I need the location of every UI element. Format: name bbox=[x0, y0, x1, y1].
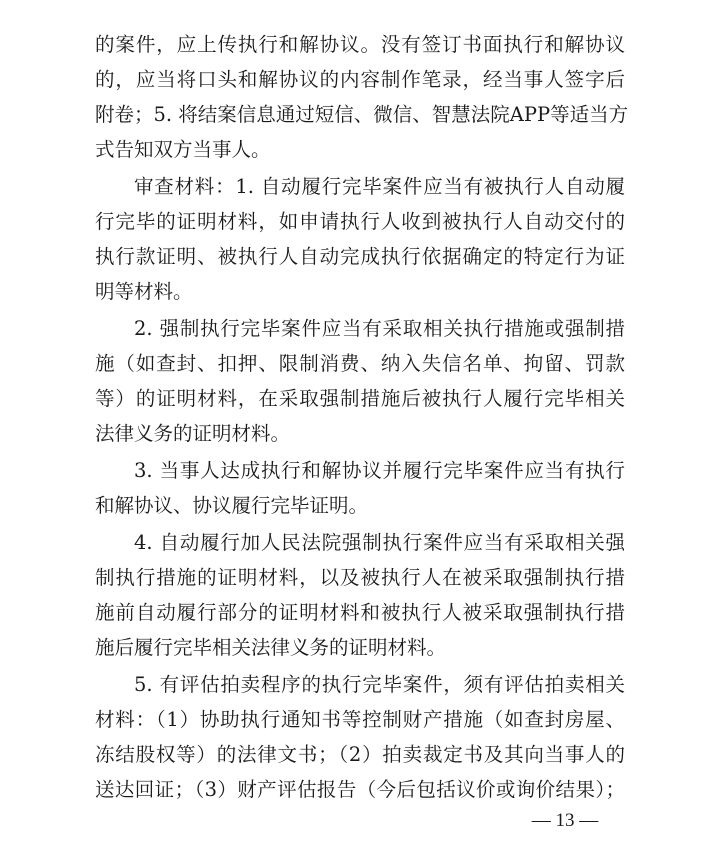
text-line: 法律义务的证明材料。 bbox=[95, 422, 291, 445]
text-line: 式告知双方当事人。 bbox=[95, 138, 271, 161]
text-line: 施（如查封、扣押、限制消费、纳入失信名单、拘留、罚款 bbox=[95, 352, 625, 375]
page-number: — 13 — bbox=[531, 810, 599, 831]
text-line: 送达回证；（3）财产评估报告（今后包括议价或询价结果）； bbox=[95, 778, 625, 801]
text-line: 制执行措施的证明材料，以及被执行人在被采取强制执行措 bbox=[95, 566, 625, 589]
text-line: 的案件，应上传执行和解协议。没有签订书面执行和解协议 bbox=[95, 33, 625, 56]
text-line: 和解协议、协议履行完毕证明。 bbox=[95, 494, 369, 517]
text-line: 的，应当将口头和解协议的内容制作笔录，经当事人签字后 bbox=[95, 68, 625, 91]
text-line: 5. 有评估拍卖程序的执行完毕案件，须有评估拍卖相关 bbox=[134, 673, 625, 696]
text-line: 4. 自动履行加人民法院强制执行案件应当有采取相关强 bbox=[134, 531, 625, 554]
text-line: 冻结股权等）的法律文书；（2）拍卖裁定书及其向当事人的 bbox=[95, 743, 625, 766]
text-line: 2. 强制执行完毕案件应当有采取相关执行措施或强制措 bbox=[134, 317, 625, 340]
text-line: 附卷；5. 将结案信息通过短信、微信、智慧法院APP等适当方 bbox=[95, 103, 629, 126]
text-line: 等）的证明材料，在采取强制措施后被执行人履行完毕相关 bbox=[95, 387, 625, 410]
text-line: 执行款证明、被执行人自动完成执行依据确定的特定行为证 bbox=[95, 245, 625, 268]
text-line: 材料：（1）协助执行通知书等控制财产措施（如查封房屋、 bbox=[95, 708, 625, 731]
text-line: 行完毕的证明材料，如申请执行人收到被执行人自动交付的 bbox=[95, 210, 625, 233]
text-line: 施前自动履行部分的证明材料和被执行人被采取强制执行措 bbox=[95, 601, 625, 624]
text-line: 3. 当事人达成执行和解协议并履行完毕案件应当有执行 bbox=[134, 459, 625, 482]
text-line: 施后履行完毕相关法律义务的证明材料。 bbox=[95, 636, 447, 659]
text-line: 审查材料：1. 自动履行完毕案件应当有被执行人自动履 bbox=[134, 175, 625, 198]
text-line: 明等材料。 bbox=[95, 280, 193, 303]
